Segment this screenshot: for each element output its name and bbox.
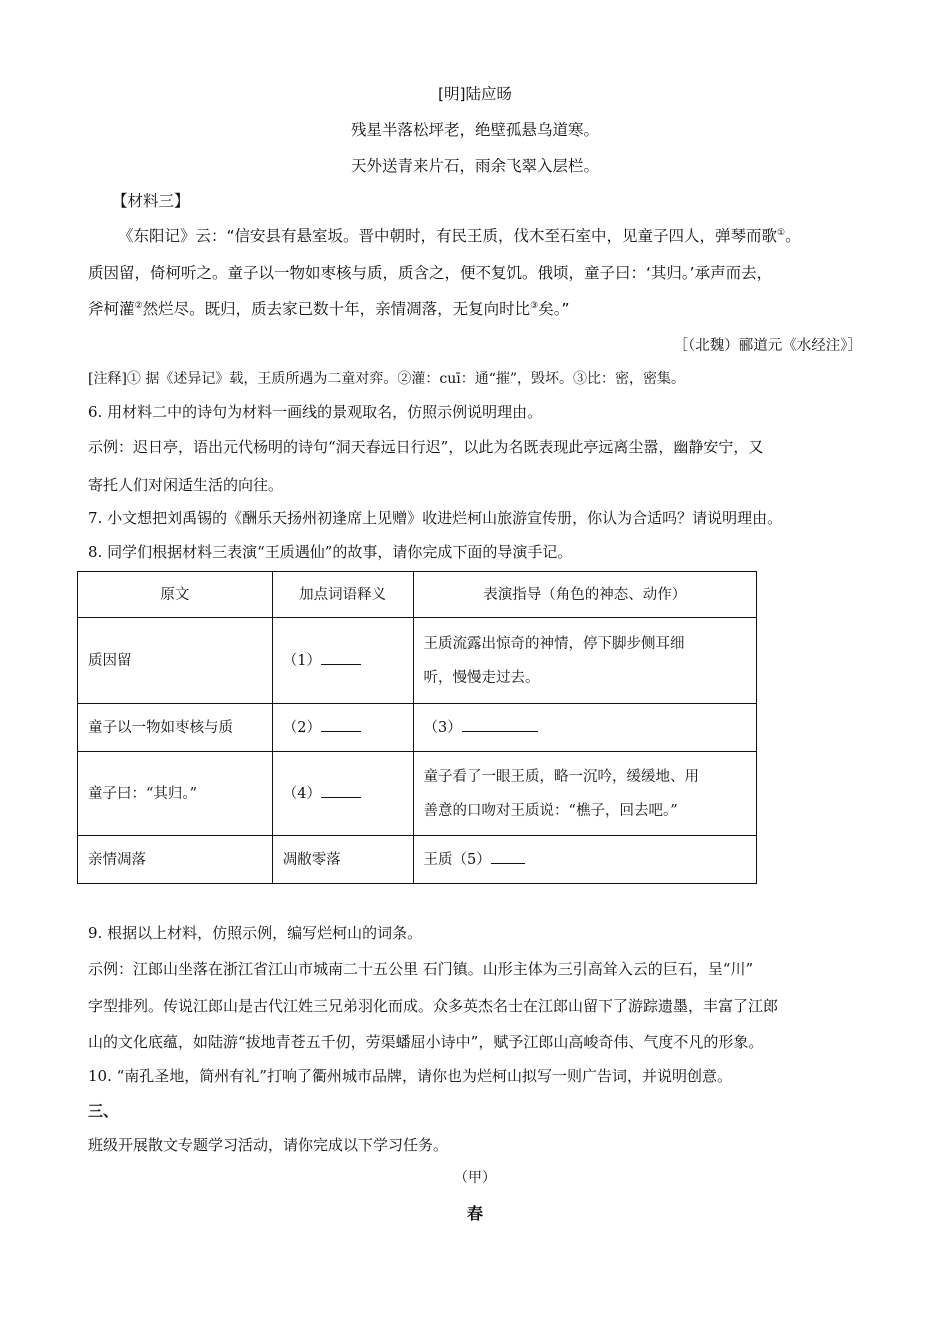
guide-text: 王质流露出惊奇的神情，停下脚步侧耳细 (423, 635, 685, 652)
table-header-row (78, 572, 757, 618)
section-3-intro: 班级开展散文专题学习活动，请你完成以下学习任务。 (88, 1136, 449, 1154)
blank-label: 王质（5） (423, 851, 491, 868)
note-mark: ② (134, 300, 143, 311)
material3-text: 。 (785, 227, 801, 245)
header-original: 原文 (78, 572, 273, 618)
answer-blank[interactable] (462, 717, 538, 732)
question-6: 6. 用材料二中的诗句为材料一画线的景观取名，仿照示例说明理由。 (88, 403, 543, 421)
material3-text: 矣。” (538, 300, 570, 318)
section-3-heading: 三、 (88, 1102, 119, 1120)
question-6-example-line-2: 寄托人们对闲适生活的向往。 (88, 476, 284, 494)
blank-label: （2） (282, 719, 321, 736)
director-notes-table (77, 571, 757, 884)
material3-text: 《东阳记》云：“信安县有悬室坂。晋中朝时，有民王质，伐木至石室中，见童子四人，弹琴而歌 (118, 227, 778, 245)
guide-text: 听，慢慢走过去。 (423, 669, 540, 686)
material3-notes: [注释]① 据《述异记》载，王质所遇为二童对弈。②灌：cuī：通“摧”，毁坏。③比：密，密集。 (88, 371, 686, 387)
cell-meaning (272, 704, 413, 752)
cell-original: 质因留 (78, 618, 273, 704)
question-9-example-line-1: 示例：江郎山坐落在浙江省江山市城南二十五公里 石门镇。山形主体为三引高耸入云的巨石，呈“川” (88, 960, 754, 978)
material3-label: 【材料三】 (112, 192, 190, 210)
material3-source: ［（北魏）郦道元《水经注》］ (673, 338, 862, 354)
table-row (78, 618, 757, 704)
question-6-example-line-1: 示例：迟日亭，语出元代杨明的诗句“洞天春远日行迟”，以此为名既表现此亭远离尘嚣，幽静安宁，又 (88, 438, 764, 456)
section-3-sub: （甲） (454, 1170, 496, 1186)
cell-meaning: 凋敝零落 (272, 836, 413, 884)
material3-line-1 (118, 224, 801, 246)
blank-label: （3） (423, 719, 462, 736)
cell-original: 亲情凋落 (78, 836, 273, 884)
cell-guide (413, 836, 756, 884)
note-mark: ① (777, 227, 786, 238)
cell-guide (413, 704, 756, 752)
cell-original: 童子曰：“其归。” (78, 752, 273, 836)
question-10: 10. “南孔圣地，简州有礼”打响了衢州城市品牌，请你也为烂柯山拟写一则广告词，并说明创意。 (88, 1067, 732, 1085)
essay-title: 春 (466, 1204, 483, 1223)
cell-guide (413, 618, 756, 704)
table-row (78, 704, 757, 752)
answer-blank[interactable] (321, 650, 361, 665)
answer-blank[interactable] (491, 849, 525, 864)
poem-line-1: 残星半落松坪老，绝壁孤悬乌道寒。 (350, 121, 599, 139)
question-9-example-line-2: 字型排列。传说江郎山是古代江姓三兄弟羽化而成。众多英杰名士在江郎山留下了游踪遗墨，丰富了江郎 (88, 997, 779, 1015)
poem-line-2: 天外送青来片石，雨余飞翠入层栏。 (350, 157, 599, 175)
cell-meaning (272, 752, 413, 836)
guide-text: 童子看了一眼王质，略一沉吟，缓缓地、用 (423, 768, 700, 785)
answer-blank[interactable] (321, 717, 361, 732)
question-7: 7. 小文想把刘禹锡的《酬乐天扬州初逢席上见赠》收进烂柯山旅游宣传册，你认为合适吗？请说明理由。 (88, 509, 783, 527)
cell-guide (413, 752, 756, 836)
table-row (78, 752, 757, 836)
blank-label: （1） (282, 652, 321, 669)
cell-meaning (272, 618, 413, 704)
cell-original: 童子以一物如枣核与质 (78, 704, 273, 752)
answer-blank[interactable] (321, 783, 361, 798)
guide-text: 善意的口吻对王质说：“樵子，回去吧。” (423, 802, 678, 819)
blank-label: （4） (282, 785, 321, 802)
header-guide: 表演指导（角色的神态、动作） (413, 572, 756, 618)
question-9-example-line-3: 山的文化底蕴，如陆游“拔地青苍五千仞，劳渠蟠屈小诗中”，赋予江郎山高峻奇伟、气度不凡的形象。 (88, 1033, 764, 1051)
material3-text: 然烂尽。既归，质去家已数十年，亲情凋落，无复向时比 (142, 300, 531, 318)
material3-line-3 (88, 297, 569, 319)
question-9: 9. 根据以上材料，仿照示例，编写烂柯山的词条。 (88, 924, 423, 942)
note-mark: ③ (530, 300, 539, 311)
table-row (78, 836, 757, 884)
poem-author: [明]陆应旸 (437, 85, 513, 103)
material3-line-2: 质因留，倚柯听之。童子以一物如枣核与质，质含之，便不复饥。俄顷，童子曰：‘其归。’承声而去， (88, 264, 773, 282)
header-meaning: 加点词语释义 (272, 572, 413, 618)
question-8: 8. 同学们根据材料三表演“王质遇仙”的故事，请你完成下面的导演手记。 (88, 543, 573, 561)
material3-text: 斧柯灌 (88, 300, 135, 318)
